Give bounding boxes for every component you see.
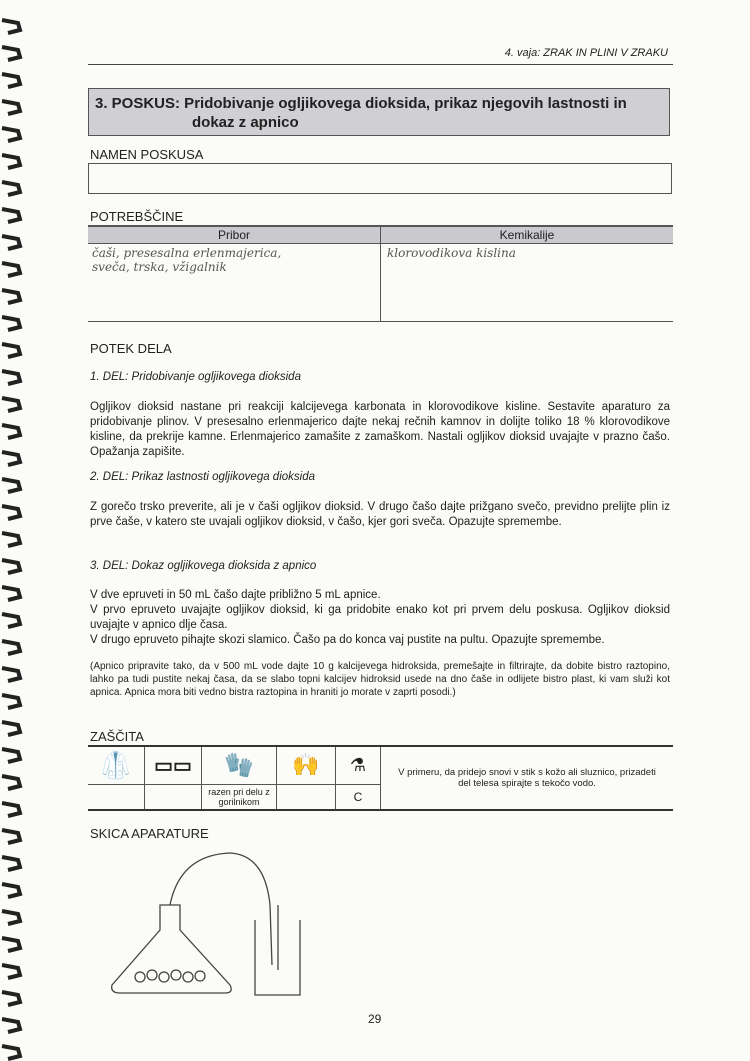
spiral-ring	[2, 263, 20, 276]
zascita-heading: ZAŠČITA	[90, 729, 144, 744]
spiral-ring	[2, 668, 20, 681]
page-number: 29	[368, 1012, 382, 1026]
potek-heading: POTEK DELA	[90, 341, 172, 356]
spiral-ring	[2, 101, 20, 114]
skica-heading: SKICA APARATURE	[90, 826, 209, 841]
spiral-ring	[2, 911, 20, 924]
del3-line-3: V drugo epruveto pihajte skozi slamico. Čašo pa do konca vaj pustite na pultu. Opazujte spremembe.	[90, 634, 605, 646]
spiral-ring	[2, 884, 20, 897]
tube-drawing	[170, 853, 272, 965]
stones-drawing	[135, 970, 205, 982]
kemikalije-cell[interactable]	[381, 244, 674, 322]
spiral-ring	[2, 776, 20, 789]
spiral-ring	[2, 317, 20, 330]
protection-table	[88, 745, 673, 811]
hazard-class: C	[336, 784, 381, 810]
del3-title: 3. DEL: Dokaz ogljikovega dioksida z apnico	[90, 560, 317, 572]
title-line-2: dokaz z apnico	[192, 114, 299, 131]
spiral-ring	[2, 1046, 20, 1059]
namen-heading: NAMEN POSKUSA	[90, 147, 204, 162]
spiral-ring	[2, 614, 20, 627]
del3-text	[90, 588, 670, 648]
gloves-note: razen pri delu z gorilnikom	[202, 784, 277, 810]
spiral-ring	[2, 1019, 20, 1032]
header-rule	[88, 64, 673, 65]
spiral-ring	[2, 452, 20, 465]
spiral-ring	[2, 344, 20, 357]
spiral-ring	[2, 722, 20, 735]
del3-line-2: V prvo epruveto uvajajte ogljikov dioksid, ki ga pridobite enako kot pri prvem delu poskusa. Ogljikov dioksid uvajajte v apnico dlje časa.	[90, 604, 670, 631]
spiral-ring	[2, 857, 20, 870]
apnica-note: (Apnico pripravite tako, da v 500 mL vode dajte 10 g kalcijevega hidroksida, premešajte in filtrirajte, da dobite bistro raztopino, lahko pa tudi pustite nekaj časa, da se slabo topni kalcijev hidroksid usede na dno čaše in odlijete bistro plast, ki vam služi kot apnica. Apnica mora biti vedno bistra raztopina in hraniti jo morate v zaprti posodi.)	[90, 661, 670, 698]
spiral-ring	[2, 128, 20, 141]
goggles-icon: ▭▭	[145, 746, 202, 784]
spiral-ring	[2, 47, 20, 60]
spiral-ring	[2, 641, 20, 654]
gloves-icon: 🧤	[202, 746, 277, 784]
spiral-ring	[2, 830, 20, 843]
spiral-ring	[2, 695, 20, 708]
corrosive-icon: ⚗	[336, 746, 381, 784]
spiral-ring	[2, 182, 20, 195]
spiral-ring	[2, 290, 20, 303]
hand-wash-icon: 🙌	[277, 746, 336, 784]
spiral-ring	[2, 398, 20, 411]
spiral-ring	[2, 560, 20, 573]
materials-table	[88, 225, 673, 322]
del1-text: Ogljikov dioksid nastane pri reakciji kalcijevega karbonata in klorovodikove kisline. Sestavite aparaturo za pridobivanje plinov. V presesalno erlenmajerico dajte nekaj rečnih kamnov in dolijte toliko 18 % klorovodikove kisline, da prekrije kamne. Erlenmajerico zamašite z zamaškom. Nastali ogljikov dioksid uvajajte v prazno čašo. Opažanja zapišite.	[90, 401, 670, 458]
spiral-ring	[2, 236, 20, 249]
spiral-binding	[0, 0, 26, 1061]
del1-title: 1. DEL: Pridobivanje ogljikovega dioksida	[90, 371, 301, 383]
namen-field[interactable]	[88, 163, 672, 194]
spiral-ring	[2, 155, 20, 168]
del2-title: 2. DEL: Prikaz lastnosti ogljikovega dioksida	[90, 471, 316, 483]
del2-text: Z gorečo trsko preverite, ali je v čaši ogljikov dioksid. V drugo čašo dajte prižgano svečo, previdno prelijte plin iz prve čaše, v katero ste uvajali ogljikov dioksid, v čašo, kjer gori sveča. Opazujte spremembe.	[90, 501, 670, 528]
del3-line-1: V dve epruveti in 50 mL čašo dajte približno 5 mL apnice.	[90, 589, 381, 601]
spiral-ring	[2, 371, 20, 384]
lab-coat-icon: 🥼	[88, 746, 145, 784]
spiral-ring	[2, 506, 20, 519]
spiral-ring	[2, 209, 20, 222]
title-line-1: 3. POSKUS: Pridobivanje ogljikovega dioksida, prikaz njegovih lastnosti in	[95, 95, 627, 112]
spiral-ring	[2, 965, 20, 978]
kemikalije-value: klorovodikova kislina	[387, 246, 516, 260]
spiral-ring	[2, 587, 20, 600]
pribor-line-1: čaši, presesalna erlenmajerica,	[92, 246, 282, 260]
pribor-cell[interactable]	[88, 244, 381, 322]
running-header: 4. vaja: ZRAK IN PLINI V ZRAKU	[504, 47, 668, 59]
potrebscine-heading: POTREBŠČINE	[90, 209, 184, 224]
spiral-ring	[2, 992, 20, 1005]
pribor-line-2: sveča, trska, vžigalnik	[92, 260, 227, 274]
pribor-header: Pribor	[88, 226, 381, 244]
experiment-title-box	[88, 88, 670, 136]
flask-drawing	[112, 905, 232, 993]
spiral-ring	[2, 938, 20, 951]
kemikalije-header: Kemikalije	[499, 228, 555, 242]
apparatus-sketch	[100, 845, 320, 1005]
spiral-ring	[2, 425, 20, 438]
spiral-ring	[2, 74, 20, 87]
spiral-ring	[2, 749, 20, 762]
spiral-ring	[2, 20, 20, 33]
spiral-ring	[2, 803, 20, 816]
spiral-ring	[2, 479, 20, 492]
spiral-ring	[2, 533, 20, 546]
protection-warning: V primeru, da pridejo snovi v stik s kožo ali sluznico, prizadeti del telesa spirajte s tekočo vodo.	[398, 767, 656, 789]
